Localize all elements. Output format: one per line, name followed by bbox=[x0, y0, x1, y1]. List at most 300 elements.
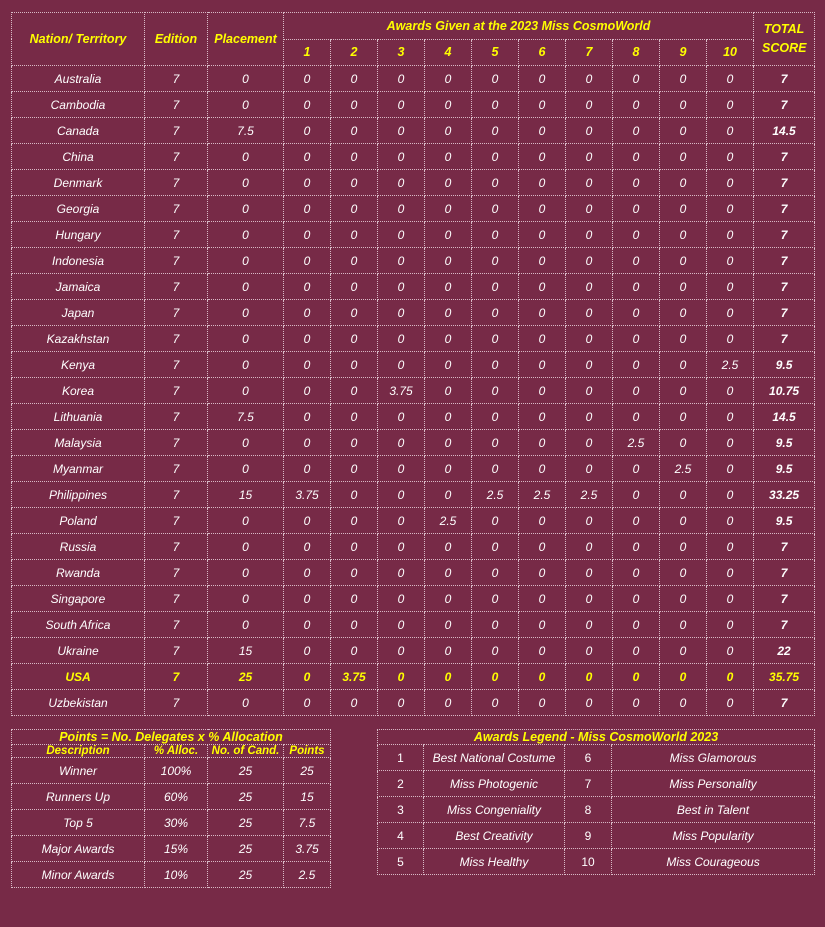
award-cell: 0 bbox=[613, 612, 660, 638]
award-cell: 0 bbox=[707, 144, 754, 170]
award-cell: 0 bbox=[613, 378, 660, 404]
nation-cell: Georgia bbox=[12, 196, 145, 222]
placement-cell: 0 bbox=[208, 586, 284, 612]
legend-row bbox=[378, 823, 815, 849]
award-cell: 0 bbox=[331, 300, 378, 326]
award-number-header: 7 bbox=[566, 39, 613, 66]
nation-cell: Russia bbox=[12, 534, 145, 560]
award-cell: 0 bbox=[284, 586, 331, 612]
award-cell: 0 bbox=[707, 326, 754, 352]
award-cell: 0 bbox=[378, 404, 425, 430]
nation-cell: Singapore bbox=[12, 586, 145, 612]
nation-cell: Uzbekistan bbox=[12, 690, 145, 716]
award-number-header: 4 bbox=[425, 39, 472, 66]
award-number-header: 9 bbox=[660, 39, 707, 66]
placement-cell: 15 bbox=[208, 638, 284, 664]
award-cell: 0 bbox=[660, 560, 707, 586]
award-cell: 0 bbox=[331, 430, 378, 456]
placement-cell: 0 bbox=[208, 66, 284, 92]
award-cell: 0 bbox=[378, 300, 425, 326]
total-score-cell: 7 bbox=[754, 534, 815, 560]
award-cell: 0 bbox=[566, 456, 613, 482]
award-cell: 0 bbox=[613, 482, 660, 508]
total-score-cell: 33.25 bbox=[754, 482, 815, 508]
award-cell: 0 bbox=[519, 534, 566, 560]
edition-cell: 7 bbox=[145, 222, 208, 248]
award-cell: 0 bbox=[613, 222, 660, 248]
award-cell: 0 bbox=[331, 482, 378, 508]
award-cell: 0 bbox=[331, 560, 378, 586]
table-row bbox=[12, 196, 815, 222]
award-cell: 0 bbox=[519, 248, 566, 274]
award-cell: 0 bbox=[519, 664, 566, 690]
award-cell: 0 bbox=[613, 586, 660, 612]
award-cell: 0 bbox=[472, 326, 519, 352]
award-cell: 0 bbox=[660, 222, 707, 248]
award-cell: 2.5 bbox=[707, 352, 754, 378]
award-cell: 0 bbox=[707, 66, 754, 92]
award-cell: 0 bbox=[425, 326, 472, 352]
award-cell: 0 bbox=[472, 638, 519, 664]
award-cell: 0 bbox=[707, 456, 754, 482]
points-cell: 25 bbox=[208, 810, 284, 836]
award-cell: 0 bbox=[378, 482, 425, 508]
award-cell: 0 bbox=[378, 560, 425, 586]
award-cell: 0 bbox=[472, 404, 519, 430]
total-score-cell: 7 bbox=[754, 560, 815, 586]
edition-cell: 7 bbox=[145, 378, 208, 404]
award-cell: 0 bbox=[284, 456, 331, 482]
legend-award-name: Miss Photogenic bbox=[424, 771, 565, 797]
award-cell: 0 bbox=[284, 690, 331, 716]
award-cell: 0 bbox=[284, 170, 331, 196]
award-cell: 0 bbox=[378, 248, 425, 274]
award-cell: 0 bbox=[707, 638, 754, 664]
award-cell: 0 bbox=[566, 222, 613, 248]
award-cell: 0 bbox=[660, 118, 707, 144]
award-cell: 3.75 bbox=[331, 664, 378, 690]
total-score-cell: 9.5 bbox=[754, 430, 815, 456]
award-cell: 2.5 bbox=[472, 482, 519, 508]
total-score-cell: 7 bbox=[754, 144, 815, 170]
table-row bbox=[12, 690, 815, 716]
placement-cell: 0 bbox=[208, 378, 284, 404]
legend-award-name: Best Creativity bbox=[424, 823, 565, 849]
award-cell: 0 bbox=[378, 430, 425, 456]
points-cell: 15% bbox=[145, 836, 208, 862]
award-cell: 0 bbox=[284, 92, 331, 118]
placement-cell: 0 bbox=[208, 456, 284, 482]
table-row bbox=[12, 326, 815, 352]
points-cell: Major Awards bbox=[12, 836, 145, 862]
award-cell: 0 bbox=[425, 690, 472, 716]
points-body bbox=[12, 758, 331, 888]
award-cell: 0 bbox=[425, 482, 472, 508]
placement-cell: 0 bbox=[208, 222, 284, 248]
nation-cell: Ukraine bbox=[12, 638, 145, 664]
award-cell: 0 bbox=[707, 560, 754, 586]
nation-cell: Myanmar bbox=[12, 456, 145, 482]
edition-cell: 7 bbox=[145, 690, 208, 716]
total-score-cell: 7 bbox=[754, 300, 815, 326]
award-cell: 0 bbox=[660, 690, 707, 716]
nation-cell: Poland bbox=[12, 508, 145, 534]
table-row bbox=[12, 352, 815, 378]
award-cell: 0 bbox=[425, 248, 472, 274]
edition-cell: 7 bbox=[145, 560, 208, 586]
award-cell: 3.75 bbox=[284, 482, 331, 508]
award-cell: 0 bbox=[519, 92, 566, 118]
points-row bbox=[12, 836, 331, 862]
points-cell: 25 bbox=[208, 862, 284, 888]
placement-cell: 0 bbox=[208, 274, 284, 300]
award-cell: 0 bbox=[707, 612, 754, 638]
award-cell: 0 bbox=[425, 274, 472, 300]
nation-cell: Kazakhstan bbox=[12, 326, 145, 352]
award-number-header: 10 bbox=[707, 39, 754, 66]
award-cell: 0 bbox=[660, 638, 707, 664]
award-cell: 0 bbox=[472, 66, 519, 92]
points-cell: Minor Awards bbox=[12, 862, 145, 888]
nation-cell: South Africa bbox=[12, 612, 145, 638]
award-cell: 0 bbox=[425, 352, 472, 378]
award-cell: 0 bbox=[472, 664, 519, 690]
award-cell: 0 bbox=[566, 378, 613, 404]
award-cell: 0 bbox=[566, 430, 613, 456]
placement-cell: 0 bbox=[208, 560, 284, 586]
award-cell: 0 bbox=[707, 196, 754, 222]
nation-cell: Malaysia bbox=[12, 430, 145, 456]
points-column-header: Description bbox=[12, 745, 145, 758]
award-cell: 0 bbox=[378, 612, 425, 638]
points-header-row bbox=[12, 745, 331, 758]
award-cell: 2.5 bbox=[660, 456, 707, 482]
award-cell: 0 bbox=[707, 664, 754, 690]
placement-cell: 0 bbox=[208, 534, 284, 560]
legend-award-name: Miss Congeniality bbox=[424, 797, 565, 823]
edition-cell: 7 bbox=[145, 92, 208, 118]
award-cell: 0 bbox=[660, 300, 707, 326]
award-cell: 0 bbox=[566, 664, 613, 690]
award-cell: 0 bbox=[425, 300, 472, 326]
award-cell: 0 bbox=[425, 378, 472, 404]
nation-cell: Denmark bbox=[12, 170, 145, 196]
award-cell: 0 bbox=[284, 66, 331, 92]
total-score-cell: 14.5 bbox=[754, 118, 815, 144]
legend-award-name: Miss Courageous bbox=[612, 849, 815, 875]
award-cell: 0 bbox=[472, 352, 519, 378]
total-score-cell: 7 bbox=[754, 92, 815, 118]
nation-cell: Japan bbox=[12, 300, 145, 326]
total-score-cell: 7 bbox=[754, 586, 815, 612]
nation-cell: Rwanda bbox=[12, 560, 145, 586]
award-cell: 0 bbox=[566, 534, 613, 560]
award-cell: 0 bbox=[331, 92, 378, 118]
award-cell: 0 bbox=[566, 92, 613, 118]
table-row bbox=[12, 248, 815, 274]
award-cell: 0 bbox=[284, 404, 331, 430]
edition-cell: 7 bbox=[145, 274, 208, 300]
award-cell: 0 bbox=[707, 300, 754, 326]
award-cell: 2.5 bbox=[613, 430, 660, 456]
award-cell: 0 bbox=[660, 196, 707, 222]
table-row bbox=[12, 560, 815, 586]
award-cell: 0 bbox=[660, 508, 707, 534]
edition-cell: 7 bbox=[145, 144, 208, 170]
award-cell: 0 bbox=[613, 92, 660, 118]
points-cell: 2.5 bbox=[284, 862, 331, 888]
legend-award-name: Best National Costume bbox=[424, 745, 565, 771]
award-cell: 0 bbox=[425, 456, 472, 482]
points-row bbox=[12, 862, 331, 888]
points-row bbox=[12, 810, 331, 836]
award-cell: 0 bbox=[613, 196, 660, 222]
placement-cell: 0 bbox=[208, 248, 284, 274]
award-cell: 0 bbox=[378, 586, 425, 612]
award-cell: 0 bbox=[566, 274, 613, 300]
award-cell: 0 bbox=[660, 248, 707, 274]
award-cell: 0 bbox=[284, 196, 331, 222]
award-cell: 0 bbox=[331, 144, 378, 170]
award-cell: 0 bbox=[613, 534, 660, 560]
award-cell: 0 bbox=[613, 352, 660, 378]
award-cell: 0 bbox=[331, 248, 378, 274]
award-cell: 0 bbox=[378, 66, 425, 92]
award-number-header: 5 bbox=[472, 39, 519, 66]
award-cell: 0 bbox=[613, 326, 660, 352]
table-row bbox=[12, 482, 815, 508]
award-cell: 0 bbox=[378, 638, 425, 664]
nation-cell: China bbox=[12, 144, 145, 170]
award-cell: 0 bbox=[472, 586, 519, 612]
edition-cell: 7 bbox=[145, 508, 208, 534]
award-cell: 0 bbox=[472, 248, 519, 274]
award-cell: 0 bbox=[660, 378, 707, 404]
legend-award-name: Miss Glamorous bbox=[612, 745, 815, 771]
award-cell: 0 bbox=[660, 274, 707, 300]
points-column-header: Points bbox=[284, 745, 331, 758]
award-cell: 0 bbox=[425, 534, 472, 560]
points-cell: Winner bbox=[12, 758, 145, 784]
award-cell: 0 bbox=[425, 664, 472, 690]
award-cell: 0 bbox=[707, 586, 754, 612]
award-cell: 0 bbox=[284, 534, 331, 560]
edition-cell: 7 bbox=[145, 664, 208, 690]
points-cell: Runners Up bbox=[12, 784, 145, 810]
placement-cell: 25 bbox=[208, 664, 284, 690]
nation-cell: USA bbox=[12, 664, 145, 690]
award-cell: 0 bbox=[519, 66, 566, 92]
award-cell: 0 bbox=[284, 378, 331, 404]
award-cell: 0 bbox=[378, 690, 425, 716]
legend-number: 2 bbox=[378, 771, 424, 797]
award-cell: 2.5 bbox=[519, 482, 566, 508]
award-cell: 0 bbox=[472, 430, 519, 456]
award-cell: 0 bbox=[660, 482, 707, 508]
legend-number: 5 bbox=[378, 849, 424, 875]
table-row bbox=[12, 222, 815, 248]
awards-legend-table bbox=[377, 729, 815, 875]
legend-number: 4 bbox=[378, 823, 424, 849]
award-cell: 0 bbox=[660, 404, 707, 430]
award-cell: 0 bbox=[566, 326, 613, 352]
award-cell: 0 bbox=[519, 118, 566, 144]
points-cell: 15 bbox=[284, 784, 331, 810]
award-cell: 0 bbox=[284, 248, 331, 274]
award-cell: 0 bbox=[566, 248, 613, 274]
total-score-header: TOTAL SCORE bbox=[754, 13, 815, 66]
award-cell: 0 bbox=[378, 170, 425, 196]
award-cell: 2.5 bbox=[566, 482, 613, 508]
placement-cell: 0 bbox=[208, 612, 284, 638]
points-table bbox=[11, 729, 331, 888]
placement-cell: 7.5 bbox=[208, 118, 284, 144]
total-score-cell: 7 bbox=[754, 274, 815, 300]
award-cell: 0 bbox=[566, 612, 613, 638]
award-cell: 0 bbox=[472, 560, 519, 586]
nation-header: Nation/ Territory bbox=[12, 13, 145, 66]
award-cell: 0 bbox=[472, 196, 519, 222]
edition-cell: 7 bbox=[145, 248, 208, 274]
points-cell: 25 bbox=[208, 758, 284, 784]
nation-cell: Kenya bbox=[12, 352, 145, 378]
award-cell: 0 bbox=[284, 430, 331, 456]
award-number-header: 8 bbox=[613, 39, 660, 66]
scores-body bbox=[12, 66, 815, 716]
edition-cell: 7 bbox=[145, 456, 208, 482]
award-cell: 0 bbox=[425, 560, 472, 586]
edition-cell: 7 bbox=[145, 534, 208, 560]
award-cell: 0 bbox=[425, 144, 472, 170]
award-cell: 2.5 bbox=[425, 508, 472, 534]
table-row bbox=[12, 300, 815, 326]
award-cell: 0 bbox=[519, 508, 566, 534]
placement-cell: 0 bbox=[208, 352, 284, 378]
award-cell: 0 bbox=[284, 222, 331, 248]
legend-award-name: Best in Talent bbox=[612, 797, 815, 823]
placement-cell: 0 bbox=[208, 92, 284, 118]
award-cell: 0 bbox=[613, 560, 660, 586]
award-cell: 0 bbox=[707, 430, 754, 456]
award-cell: 0 bbox=[660, 326, 707, 352]
award-cell: 0 bbox=[707, 690, 754, 716]
award-cell: 0 bbox=[331, 456, 378, 482]
edition-cell: 7 bbox=[145, 586, 208, 612]
placement-cell: 0 bbox=[208, 196, 284, 222]
award-number-header: 6 bbox=[519, 39, 566, 66]
award-cell: 0 bbox=[378, 534, 425, 560]
award-cell: 0 bbox=[660, 66, 707, 92]
award-cell: 0 bbox=[425, 430, 472, 456]
table-row bbox=[12, 430, 815, 456]
award-cell: 0 bbox=[707, 534, 754, 560]
points-row bbox=[12, 758, 331, 784]
nation-cell: Hungary bbox=[12, 222, 145, 248]
table-row bbox=[12, 92, 815, 118]
award-cell: 0 bbox=[660, 430, 707, 456]
award-cell: 0 bbox=[425, 92, 472, 118]
award-cell: 0 bbox=[707, 482, 754, 508]
legend-row bbox=[378, 797, 815, 823]
nation-cell: Indonesia bbox=[12, 248, 145, 274]
table-row bbox=[12, 118, 815, 144]
table-row bbox=[12, 378, 815, 404]
award-cell: 0 bbox=[707, 92, 754, 118]
award-cell: 0 bbox=[519, 196, 566, 222]
award-cell: 0 bbox=[425, 612, 472, 638]
total-score-cell: 9.5 bbox=[754, 352, 815, 378]
award-cell: 0 bbox=[378, 352, 425, 378]
edition-cell: 7 bbox=[145, 196, 208, 222]
award-cell: 0 bbox=[566, 508, 613, 534]
total-score-cell: 35.75 bbox=[754, 664, 815, 690]
table-row bbox=[12, 170, 815, 196]
award-cell: 0 bbox=[378, 144, 425, 170]
award-cell: 0 bbox=[613, 404, 660, 430]
award-cell: 0 bbox=[566, 196, 613, 222]
legend-number: 7 bbox=[565, 771, 612, 797]
award-number-header: 2 bbox=[331, 39, 378, 66]
placement-cell: 0 bbox=[208, 430, 284, 456]
award-number-header: 3 bbox=[378, 39, 425, 66]
award-cell: 0 bbox=[613, 456, 660, 482]
table-row bbox=[12, 534, 815, 560]
placement-cell: 0 bbox=[208, 300, 284, 326]
award-cell: 0 bbox=[378, 118, 425, 144]
edition-cell: 7 bbox=[145, 352, 208, 378]
award-cell: 0 bbox=[425, 170, 472, 196]
award-cell: 0 bbox=[707, 378, 754, 404]
placement-cell: 15 bbox=[208, 482, 284, 508]
award-cell: 0 bbox=[472, 690, 519, 716]
nation-cell: Lithuania bbox=[12, 404, 145, 430]
legend-number: 10 bbox=[565, 849, 612, 875]
total-score-cell: 7 bbox=[754, 248, 815, 274]
legend-number: 6 bbox=[565, 745, 612, 771]
table-row bbox=[12, 612, 815, 638]
award-cell: 0 bbox=[566, 170, 613, 196]
table-row bbox=[12, 638, 815, 664]
legend-award-name: Miss Healthy bbox=[424, 849, 565, 875]
award-cell: 0 bbox=[566, 352, 613, 378]
placement-cell: 0 bbox=[208, 690, 284, 716]
award-cell: 0 bbox=[472, 170, 519, 196]
scores-table bbox=[11, 12, 815, 716]
award-cell: 0 bbox=[707, 404, 754, 430]
award-cell: 0 bbox=[613, 638, 660, 664]
total-score-cell: 22 bbox=[754, 638, 815, 664]
table-row bbox=[12, 274, 815, 300]
award-cell: 0 bbox=[613, 508, 660, 534]
award-cell: 0 bbox=[331, 118, 378, 144]
total-score-cell: 9.5 bbox=[754, 508, 815, 534]
edition-cell: 7 bbox=[145, 612, 208, 638]
award-cell: 0 bbox=[331, 534, 378, 560]
legend-row bbox=[378, 745, 815, 771]
award-cell: 0 bbox=[425, 222, 472, 248]
edition-cell: 7 bbox=[145, 170, 208, 196]
points-cell: 7.5 bbox=[284, 810, 331, 836]
award-cell: 0 bbox=[331, 508, 378, 534]
nation-cell: Jamaica bbox=[12, 274, 145, 300]
points-column-header: No. of Cand. bbox=[208, 745, 284, 758]
table-row bbox=[12, 664, 815, 690]
awards-header: Awards Given at the 2023 Miss CosmoWorld bbox=[284, 13, 754, 40]
award-cell: 0 bbox=[660, 612, 707, 638]
points-cell: 100% bbox=[145, 758, 208, 784]
award-cell: 0 bbox=[284, 144, 331, 170]
award-cell: 0 bbox=[331, 586, 378, 612]
